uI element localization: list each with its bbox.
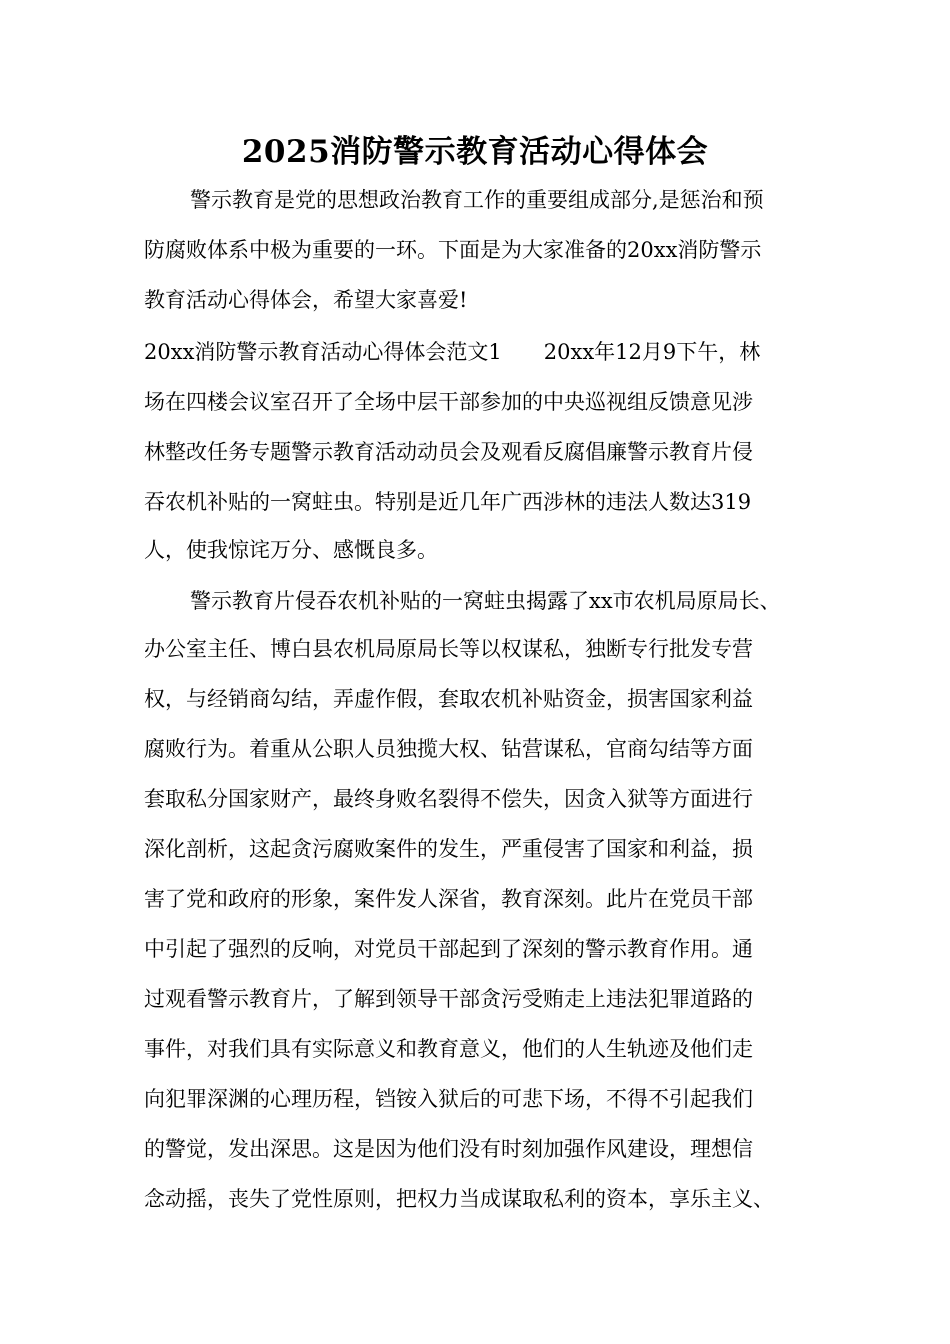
- body-line: 警示教育片侵吞农机补贴的一窝蛀虫揭露了xx市农机局原局长、: [190, 589, 781, 613]
- body-line: 防腐败体系中极为重要的一环。下面是为大家准备的20xx消防警示: [144, 238, 762, 262]
- body-line: 害了党和政府的形象，案件发人深省，教育深刻。此片在党员干部: [144, 887, 753, 911]
- body-line: 权，与经销商勾结，弄虚作假，套取农机补贴资金，损害国家利益: [144, 687, 753, 711]
- body-line: 办公室主任、博白县农机局原局长等以权谋私，独断专行批发专营: [144, 637, 753, 661]
- body-line: 警示教育是党的思想政治教育工作的重要组成部分,是惩治和预: [190, 188, 764, 212]
- body-line: 20xx消防警示教育活动心得体会范文1 20xx年12月9下午，林: [144, 340, 761, 364]
- body-line: 过观看警示教育片，了解到领导干部贪污受贿走上违法犯罪道路的: [144, 987, 753, 1011]
- document-title: 2025消防警示教育活动心得体会: [241, 134, 709, 170]
- body-line: 的警觉，发出深思。这是因为他们没有时刻加强作风建设，理想信: [144, 1137, 753, 1161]
- body-line: 林整改任务专题警示教育活动动员会及观看反腐倡廉警示教育片侵: [144, 440, 753, 464]
- body-line: 向犯罪深渊的心理历程，铛铵入狱后的可悲下场，不得不引起我们: [144, 1087, 753, 1111]
- body-line: 事件，对我们具有实际意义和教育意义，他们的人生轨迹及他们走: [144, 1037, 753, 1061]
- body-line: 教育活动心得体会，希望大家喜爱!: [144, 288, 468, 312]
- body-line: 人，使我惊诧万分、感慨良多。: [144, 538, 438, 562]
- body-line: 中引起了强烈的反响，对党员干部起到了深刻的警示教育作用。通: [144, 937, 753, 961]
- body-line: 深化剖析，这起贪污腐败案件的发生，严重侵害了国家和利益，损: [144, 837, 753, 861]
- body-line: 场在四楼会议室召开了全场中层干部参加的中央巡视组反馈意见涉: [144, 390, 753, 414]
- body-line: 腐败行为。着重从公职人员独揽大权、钻营谋私，官商勾结等方面: [144, 737, 753, 761]
- body-line: 吞农机补贴的一窝蛀虫。特别是近几年广西涉林的违法人数达319: [144, 490, 752, 514]
- body-line: 套取私分国家财产，最终身败名裂得不偿失，因贪入狱等方面进行: [144, 787, 753, 811]
- body-line: 念动摇，丧失了党性原则，把权力当成谋取私利的资本，享乐主义、: [144, 1187, 774, 1211]
